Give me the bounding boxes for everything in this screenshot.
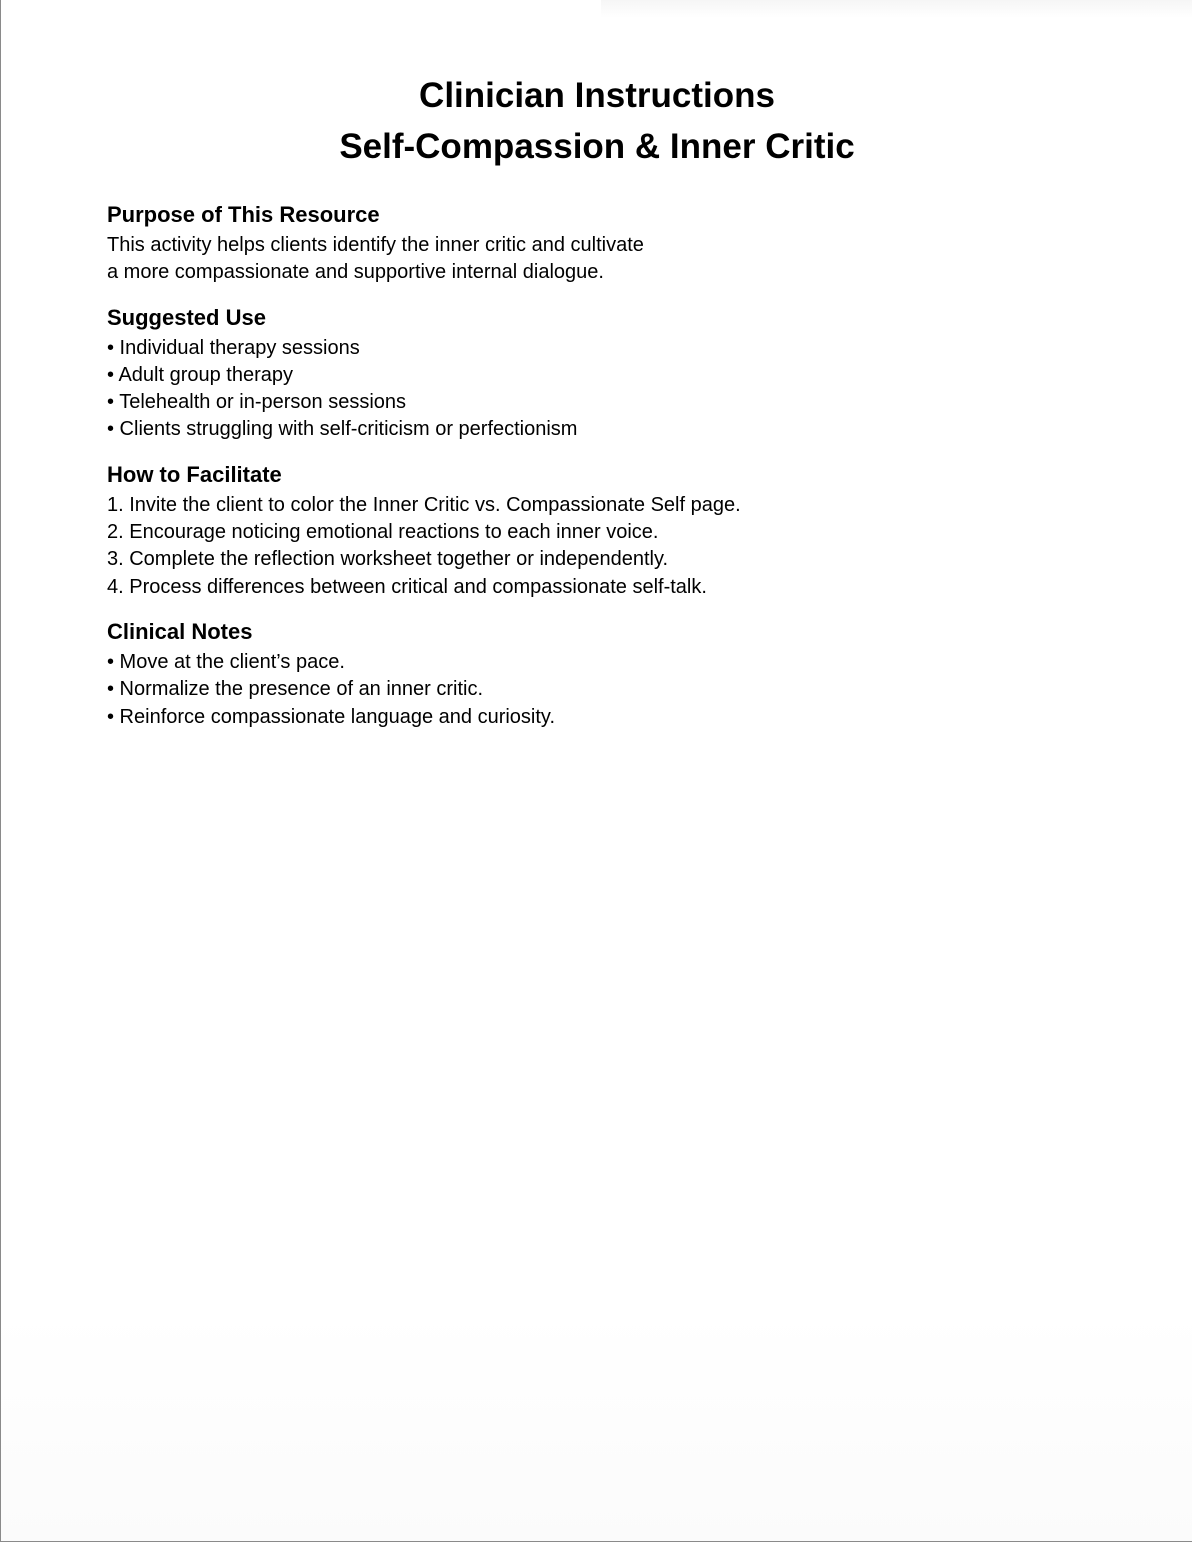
document-content (107, 200, 1107, 747)
list-item: • Adult group therapy (107, 363, 294, 386)
list-item: • Individual therapy sessions (107, 336, 360, 359)
section-heading: How to Facilitate (107, 461, 282, 487)
section-purpose (107, 200, 1107, 287)
paragraph-line: a more compassionate and supportive internal dialogue. (107, 261, 604, 284)
list-item: • Telehealth or in-person sessions (107, 391, 407, 414)
section-suggested-use (107, 303, 1107, 444)
numbered-step: 4. Process differences between critical and compassionate self-talk. (107, 575, 707, 598)
paragraph-line: This activity helps clients identify the inner critic and cultivate (107, 234, 644, 256)
section-clinical-notes (107, 617, 1107, 731)
list-item: • Clients struggling with self-criticism or perfectionism (107, 418, 578, 441)
page-top-shadow (601, 0, 1192, 18)
numbered-step: 1. Invite the client to color the Inner Critic vs. Compassionate Self page. (107, 493, 741, 516)
list-item: • Reinforce compassionate language and curiosity. (107, 705, 555, 728)
section-how-to-facilitate (107, 460, 1107, 601)
page-subtitle: Self-Compassion & Inner Critic (339, 127, 855, 166)
page-title-block (1, 70, 1192, 172)
section-heading: Clinical Notes (107, 618, 253, 644)
section-heading: Purpose of This Resource (107, 202, 380, 227)
numbered-step: 3. Complete the reflection worksheet together or independently. (107, 548, 669, 571)
section-heading: Suggested Use (107, 304, 266, 330)
numbered-step: 2. Encourage noticing emotional reactions to each inner voice. (107, 521, 659, 544)
page-title: Clinician Instructions (419, 76, 775, 115)
list-item: • Normalize the presence of an inner critic. (107, 678, 484, 701)
list-item: • Move at the client’s pace. (107, 650, 345, 673)
